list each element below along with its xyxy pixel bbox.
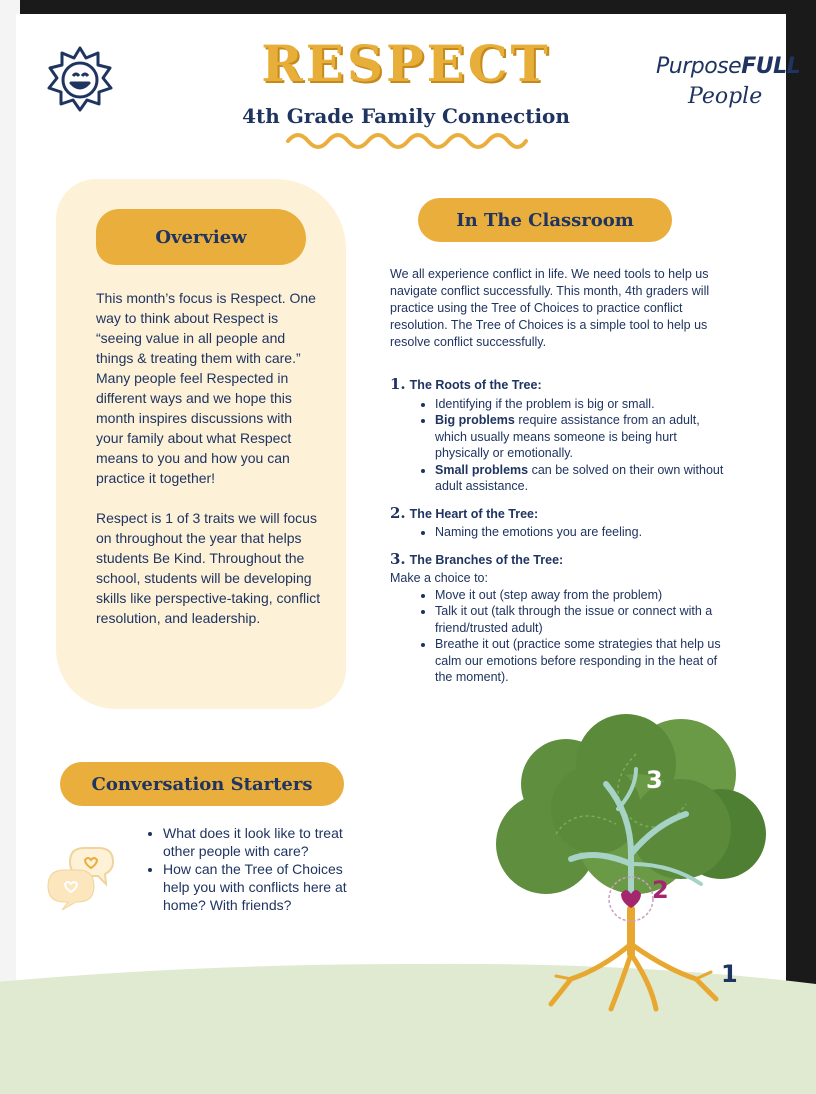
overview-paragraph-2: Respect is 1 of 3 traits we will focus on throughout the year that helps students Be Kind. Throughout the school, students will be developing skills like perspective-taking, conflict resolution, and leadership.: [96, 510, 321, 626]
list-item-text: Breathe it out (practice some strategies that help us calm our emotions before responding in the heat of the moment).: [435, 637, 721, 684]
list-item-text: Talk it out (talk through the issue or connect with a friend/trusted adult): [435, 604, 713, 635]
section-title: The Roots of the Tree:: [409, 378, 542, 392]
list-item: [435, 636, 730, 686]
overview-paragraph-1: This month’s focus is Respect. One way to think about Respect is “seeing value in all people and things & treating them with care.” Many people feel Respected in different ways and we hope this month inspires discussions with your family about what Respect means to you and how you can practice it together!: [96, 290, 316, 486]
smiling-sun-icon: [44, 44, 116, 116]
list-item-bold: Big problems: [435, 413, 515, 427]
section-title: The Branches of the Tree:: [409, 552, 564, 567]
section-number: 2.: [390, 503, 406, 522]
tree-trunk-roots: [551, 909, 716, 1009]
page-subtitle: 4th Grade Family Connection: [242, 104, 570, 128]
list-item-bold: Small problems: [435, 462, 529, 477]
roots-list: [390, 396, 730, 495]
list-item: [435, 524, 730, 541]
tree-of-choices-illustration: [486, 714, 786, 1014]
wavy-underline: [286, 132, 526, 150]
brand-logo-top: [656, 54, 800, 79]
classroom-heading: In The Classroom: [418, 198, 672, 242]
list-item-text: require assistance from an adult, which usually means someone is being hurt physically or emotionally.: [435, 413, 700, 460]
section-title: The Heart of the Tree:: [409, 506, 539, 521]
overview-heading: Overview: [96, 209, 306, 265]
heart-list: [390, 524, 730, 541]
section-number: 3.: [390, 549, 406, 568]
conversation-list: [141, 824, 371, 914]
section-heading-branches: [390, 551, 730, 569]
list-item: • What does it look like to treat other people with care?: [163, 824, 371, 860]
list-item-text: can be solved on their own without adult assistance.: [435, 462, 724, 493]
list-item: [435, 603, 730, 636]
brand-word-purpose: Purpose: [656, 54, 742, 79]
list-item-text: Identifying if the problem is big or small.: [435, 396, 655, 411]
overview-text: [96, 288, 321, 648]
tree-label-heart: 2: [652, 876, 669, 904]
list-item: [435, 412, 730, 462]
brand-word-full: FULL: [741, 54, 801, 79]
tree-label-branches: 3: [646, 766, 663, 794]
list-item-text: Move it out (step away from the problem): [435, 587, 663, 602]
branches-lead: Make a choice to:: [390, 571, 488, 585]
section-number: 1.: [390, 375, 406, 393]
page-title: RESPECT: [261, 34, 551, 93]
document-page: [16, 14, 801, 1014]
tree-sections: [390, 376, 730, 696]
list-item: [435, 462, 730, 495]
classroom-intro: We all experience conflict in life. We need tools to help us navigate conflict successfully. This month, 4th graders will practice using the Tree of Choices to practice conflict resolution. The Tree of Choices is a simple tool to help us resolve conflict successfully.: [390, 267, 710, 349]
branches-list: [390, 587, 730, 686]
conversation-heading: Conversation Starters: [60, 762, 344, 806]
brand-logo-bottom: People: [688, 84, 763, 109]
list-item-text: Naming the emotions you are feeling.: [435, 525, 643, 539]
list-item: [435, 587, 730, 604]
list-item: • How can the Tree of Choices help you with conflicts here at home? With friends?: [163, 860, 371, 914]
speech-bubbles-icon: [44, 842, 134, 912]
list-item: [435, 396, 730, 413]
section-heading-heart: [390, 505, 730, 523]
section-heading-roots: [390, 376, 730, 394]
tree-label-roots: 1: [721, 960, 738, 988]
